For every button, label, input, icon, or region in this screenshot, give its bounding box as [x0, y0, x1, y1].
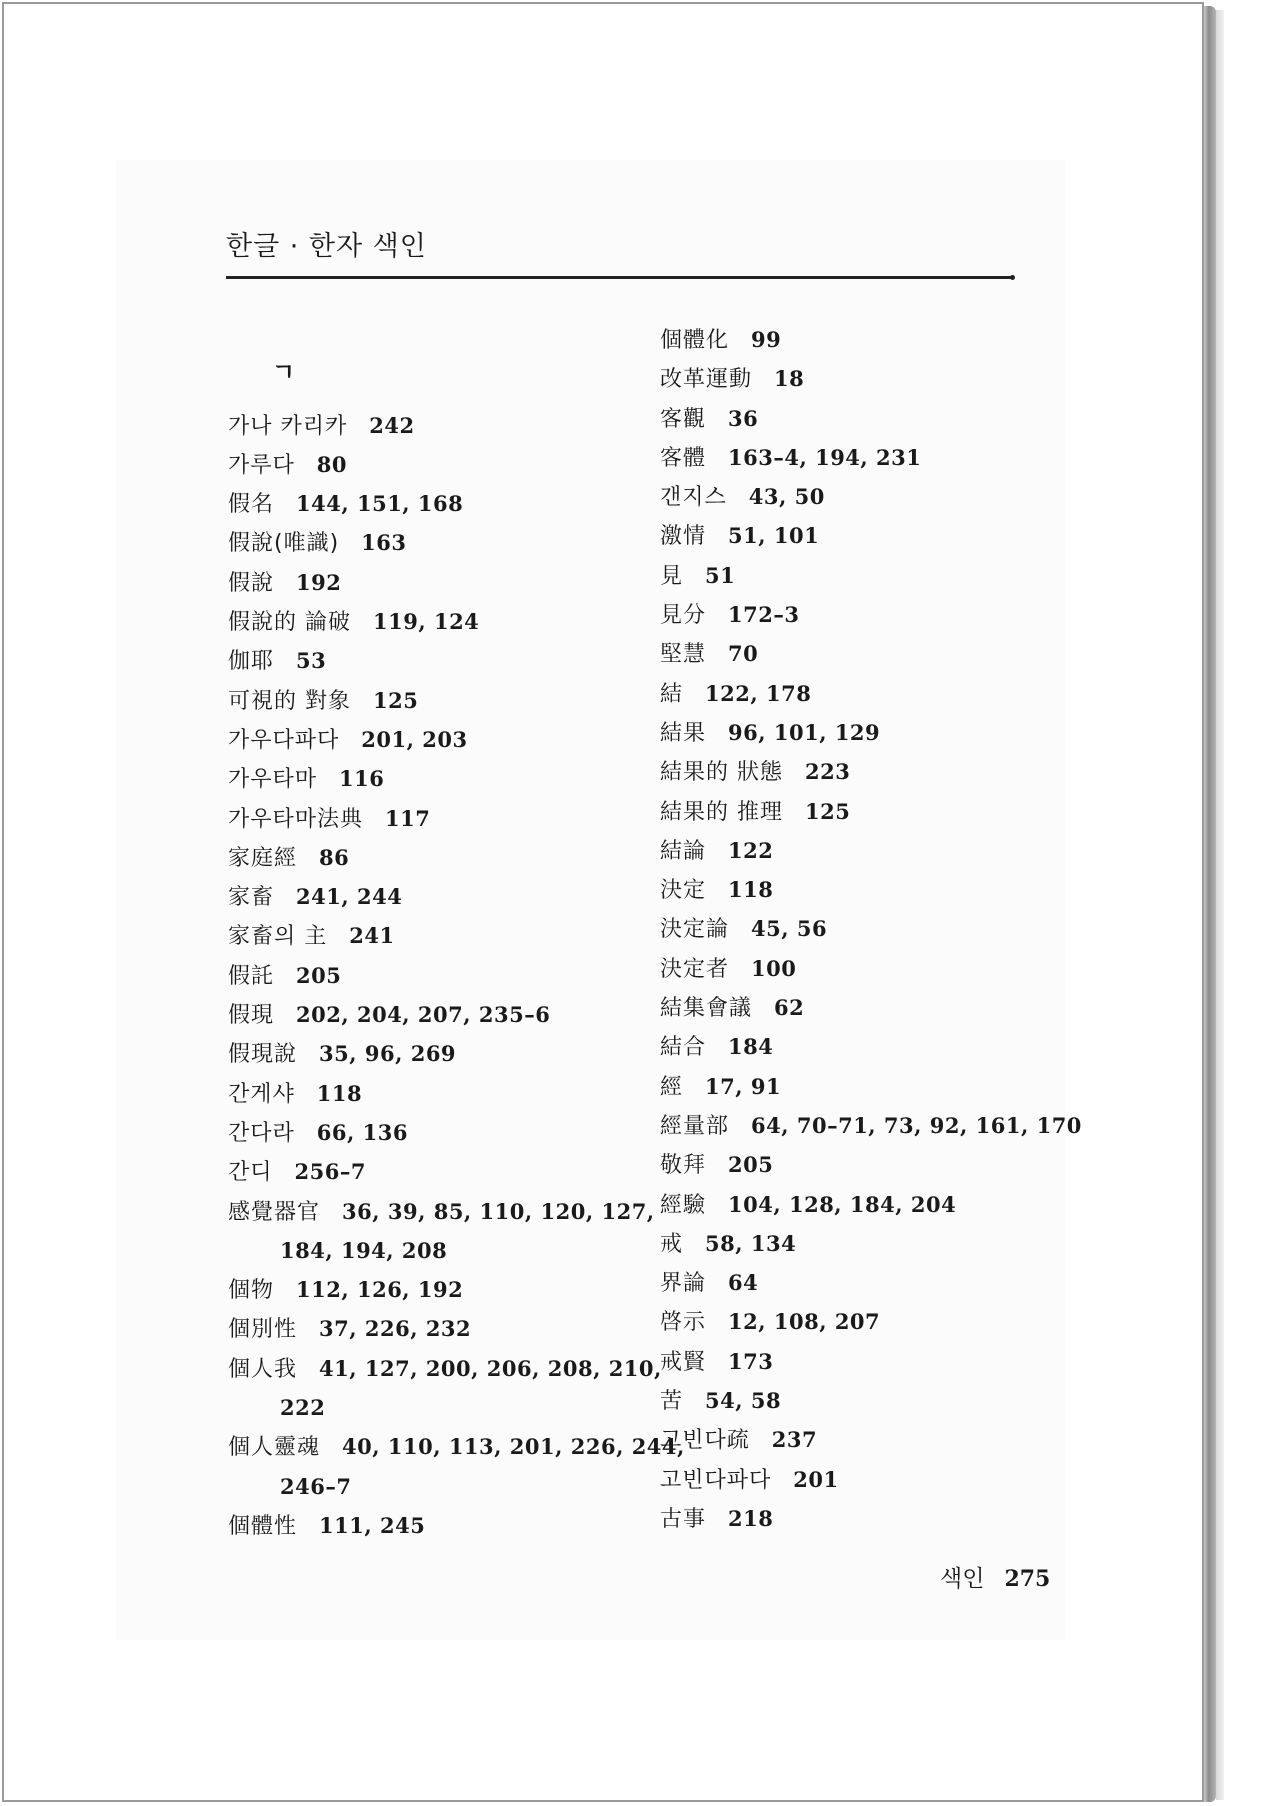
index-entry: [660, 792, 1080, 831]
index-term: 갠지스: [660, 485, 727, 511]
running-header: [226, 228, 1014, 266]
index-pages: 118: [316, 1080, 363, 1106]
index-term: 假託: [228, 963, 275, 989]
index-term: 가나 카리카: [228, 413, 348, 439]
index-entry: [660, 713, 1080, 752]
index-pages: 36: [728, 405, 759, 431]
index-pages: 41, 127, 200, 206, 208, 210,: [319, 1355, 662, 1381]
index-term: 假說: [228, 570, 275, 596]
index-term: 決定論: [660, 917, 730, 943]
index-pages: 205: [728, 1152, 774, 1178]
index-entry: [660, 1302, 1080, 1341]
index-term: 古事: [660, 1506, 707, 1532]
index-pages: 43, 50: [748, 484, 825, 510]
index-term: 고빈다疏: [660, 1428, 750, 1454]
index-entry: [228, 1270, 648, 1309]
index-entry: [228, 1192, 655, 1231]
index-entry: [228, 956, 648, 995]
index-term: 가우타마法典: [228, 806, 364, 832]
index-term: 客體: [660, 445, 707, 471]
index-term: 客觀: [660, 406, 707, 432]
index-pages: 80: [316, 451, 347, 477]
index-term: 個體化: [660, 328, 730, 353]
index-entry: [228, 916, 648, 955]
index-term: 가루다: [228, 452, 295, 478]
index-entry: [660, 1145, 1080, 1184]
folio-page-number: 275: [1004, 1566, 1051, 1592]
index-pages: 100: [751, 955, 797, 981]
index-entry: [660, 1067, 1080, 1106]
index-term: 個物: [228, 1278, 275, 1304]
index-pages: 104, 128, 184, 204: [728, 1191, 957, 1217]
index-entry: [660, 674, 1080, 713]
index-term: 가우타마: [228, 767, 318, 793]
index-pages: 12, 108, 207: [728, 1309, 881, 1335]
index-entry: [228, 799, 648, 838]
index-entry: [660, 634, 1080, 673]
index-term: 結果的 狀態: [660, 760, 783, 786]
index-term: 感覺器官: [228, 1199, 321, 1225]
index-term: 個別性: [228, 1317, 298, 1343]
index-pages: 66, 136: [316, 1119, 408, 1145]
index-pages: 202, 204, 207, 235–6: [296, 1002, 551, 1028]
index-entry: [228, 1506, 648, 1545]
index-pages: 51: [705, 562, 736, 588]
index-pages: 201: [793, 1466, 839, 1492]
index-term: 家畜: [228, 885, 275, 911]
index-term: 堅慧: [660, 642, 707, 668]
index-entry: [660, 909, 1080, 948]
index-term: 結論: [660, 838, 707, 864]
index-pages: 45, 56: [751, 916, 828, 942]
index-entry: [228, 720, 648, 759]
index-term: 決定者: [660, 956, 730, 982]
index-term: 結集會議: [660, 996, 753, 1022]
index-pages: 96, 101, 129: [728, 719, 881, 745]
index-entry: [228, 1113, 648, 1152]
index-pages: 116: [339, 766, 385, 792]
index-term: 經驗: [660, 1192, 707, 1218]
index-entry: [660, 359, 1080, 398]
index-term: 可視的 對象: [228, 688, 351, 714]
index-term: 經: [660, 1074, 684, 1100]
index-pages: 54, 58: [705, 1388, 782, 1414]
index-pages: 62: [774, 995, 805, 1021]
index-pages: 122, 178: [705, 680, 812, 706]
index-term: 假說(唯識): [228, 531, 340, 557]
index-term: 決定: [660, 878, 707, 904]
index-pages: 222: [280, 1395, 326, 1421]
index-pages: 192: [296, 569, 342, 595]
index-entry: [228, 1152, 648, 1191]
index-column-right: [660, 320, 1080, 1538]
index-term: 結果的 推理: [660, 799, 783, 825]
index-entry-continuation: [228, 1231, 648, 1270]
index-pages: 64: [728, 1270, 759, 1296]
index-term: 간디: [228, 1160, 273, 1186]
index-entry: [660, 831, 1080, 870]
index-pages: 53: [296, 648, 327, 674]
index-entry: [660, 949, 1080, 988]
index-term: 假說的 論破: [228, 610, 351, 636]
index-entry: [228, 1074, 648, 1113]
index-pages: 241, 244: [296, 884, 403, 910]
index-entry: [660, 1224, 1080, 1263]
index-term: 激情: [660, 524, 707, 550]
index-entry: [228, 759, 648, 798]
index-term: 戒賢: [660, 1349, 707, 1375]
index-pages: 99: [751, 327, 782, 352]
index-term: 啓示: [660, 1310, 707, 1336]
index-entry: [660, 870, 1080, 909]
index-pages: 144, 151, 168: [296, 491, 464, 517]
index-pages: 18: [774, 366, 805, 392]
index-term: 伽耶: [228, 649, 275, 675]
index-term: 가우다파다: [228, 727, 340, 753]
index-entry-continuation: [228, 1388, 648, 1427]
index-entry: [228, 523, 648, 562]
index-entry: [660, 752, 1080, 791]
header-rule: [226, 276, 1014, 279]
index-pages: 111, 245: [319, 1512, 426, 1538]
section-letter: ㄱ: [272, 358, 296, 386]
index-pages: 51, 101: [728, 523, 820, 549]
index-entry: [660, 320, 1080, 359]
index-entry: [660, 556, 1080, 595]
index-entry-continuation: [228, 1467, 648, 1506]
index-entry: [660, 1263, 1080, 1302]
index-term: 간다라: [228, 1120, 295, 1146]
index-pages: 223: [805, 759, 851, 785]
index-entry: [660, 477, 1080, 516]
index-term: 家庭經: [228, 845, 298, 871]
index-entry: [228, 445, 648, 484]
index-entry: [228, 681, 648, 720]
index-entry: [228, 1427, 685, 1466]
index-entry: [660, 1420, 1080, 1459]
index-term: 結: [660, 681, 684, 707]
index-term: 界論: [660, 1271, 707, 1297]
index-entry: [660, 1027, 1080, 1066]
index-pages: 163–4, 194, 231: [728, 444, 922, 470]
page-edge-shadow: [1216, 10, 1224, 1800]
index-entry: [228, 1034, 648, 1073]
index-term: 個人靈魂: [228, 1435, 321, 1461]
index-pages: 64, 70–71, 73, 92, 161, 170: [751, 1112, 1082, 1138]
index-pages: 117: [385, 805, 431, 831]
index-entry: [660, 1381, 1080, 1420]
index-term: 經量部: [660, 1113, 730, 1139]
index-entry: [660, 1342, 1080, 1381]
index-entry: [660, 595, 1080, 634]
index-pages: 58, 134: [705, 1230, 797, 1256]
index-pages: 184, 194, 208: [280, 1237, 448, 1263]
index-pages: 86: [319, 844, 350, 870]
index-entry: [228, 641, 648, 680]
folio-label: 색인: [940, 1566, 985, 1592]
index-entry: [660, 438, 1080, 477]
index-entry: [660, 516, 1080, 555]
index-pages: 119, 124: [373, 609, 480, 635]
index-pages: 70: [728, 641, 759, 667]
index-term: 結合: [660, 1035, 707, 1061]
index-pages: 36, 39, 85, 110, 120, 127,: [342, 1198, 655, 1224]
index-term: 假現說: [228, 1042, 298, 1068]
index-term: 見: [660, 563, 684, 589]
index-pages: 37, 226, 232: [319, 1316, 472, 1342]
index-entry: [660, 1499, 1080, 1538]
index-term: 戒: [660, 1231, 684, 1257]
index-pages: 112, 126, 192: [296, 1277, 464, 1303]
index-entry: [228, 563, 648, 602]
index-pages: 256–7: [294, 1159, 366, 1185]
index-pages: 172–3: [728, 602, 800, 628]
index-term: 간게샤: [228, 1081, 295, 1107]
index-pages: 184: [728, 1034, 774, 1060]
index-pages: 17, 91: [705, 1073, 782, 1099]
index-pages: 205: [296, 962, 342, 988]
index-pages: 201, 203: [361, 726, 468, 752]
index-term: 고빈다파다: [660, 1467, 772, 1493]
index-term: 假名: [228, 492, 275, 518]
index-entry: [228, 484, 648, 523]
index-entry: [228, 877, 648, 916]
index-pages: 218: [728, 1505, 774, 1531]
index-pages: 35, 96, 269: [319, 1041, 457, 1067]
index-entry: [228, 995, 648, 1034]
index-term: 個體性: [228, 1513, 298, 1539]
index-entry: [660, 399, 1080, 438]
index-pages: 40, 110, 113, 201, 226, 244,: [342, 1434, 685, 1460]
index-pages: 241: [349, 923, 395, 949]
page-folio: [940, 1560, 1050, 1593]
index-entry: [228, 1309, 648, 1348]
index-entry: [660, 1185, 1080, 1224]
index-pages: 118: [728, 877, 774, 903]
index-term: 個人我: [228, 1356, 298, 1382]
index-term: 家畜의 主: [228, 924, 328, 950]
index-entry: [228, 602, 648, 641]
index-term: 結果: [660, 720, 707, 746]
index-entry: [660, 988, 1080, 1027]
index-pages: 125: [805, 798, 851, 824]
index-pages: 242: [369, 412, 415, 438]
index-term: 改革運動: [660, 367, 753, 393]
index-entry: [228, 1349, 662, 1388]
index-pages: 125: [373, 687, 419, 713]
index-term: 見分: [660, 603, 707, 629]
index-entry: [228, 838, 648, 877]
index-entry: [660, 1460, 1080, 1499]
page-edge: [1204, 6, 1216, 1802]
index-entry: [660, 1106, 1080, 1145]
index-pages: 163: [361, 530, 407, 556]
index-term: 苦: [660, 1389, 684, 1415]
index-pages: 122: [728, 837, 774, 863]
index-pages: 246–7: [280, 1473, 352, 1499]
index-pages: 237: [771, 1427, 818, 1453]
index-term: 敬拜: [660, 1153, 707, 1179]
index-pages: 173: [728, 1348, 774, 1374]
index-title: 한글 · 한자 색인: [226, 231, 427, 262]
header-rule-dot: [1010, 275, 1015, 280]
index-term: 假現: [228, 1003, 275, 1029]
